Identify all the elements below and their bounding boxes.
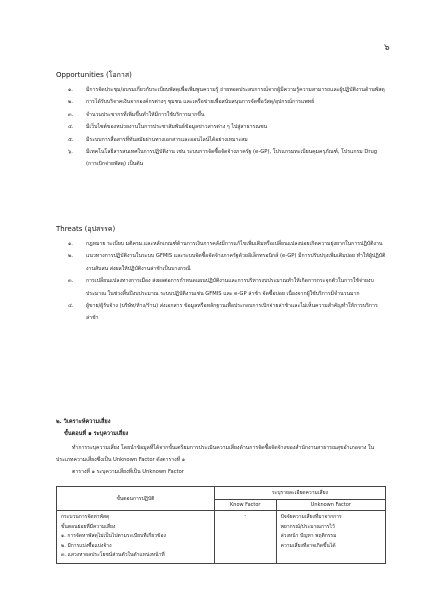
cell-line: ล่วงหน้า ปัญหา พฤติกรรม bbox=[280, 533, 337, 539]
list-item-number: ๔. bbox=[68, 124, 74, 131]
list-item-text: การเปลี่ยนแปลงทางการเมือง ส่งผลต่อการกำหนดแผนปฏิบัติงานและการบริหารงบประมาณทำให้เกิดการกระจุกตัวในการใช้จ่ายงบประมาณ ในช่วงสิ้นปีงบประมาณ ระบบปฏิบัติงานเช่น GFMIS และ e-GP ล่าช้า จัดซื้อบ่อย เนื่องจากผู้ใช้บริการมีจำนวนมาก bbox=[86, 278, 374, 297]
list-item-text: จำนวนประชากรที่เพิ่มขึ้นทำให้มีการใช้บริการมากขึ้น bbox=[86, 111, 205, 118]
cell-line: ๓. แสวงหาผลประโยชน์ส่วนตัวในตำแหน่งหน้าที่ bbox=[61, 552, 165, 558]
table-caption: ตารางที่ ๑ ระบุความเสี่ยงที่เป็น Unknown Factor bbox=[72, 469, 184, 475]
list-item-text: การได้รับบริจาคเงินจากองค์กรต่างๆ ชุมชน และเครือข่ายเพื่อสนับสนุนการจัดซื้อวัสดุ/อุปกรณ์การแพทย์ bbox=[86, 99, 315, 106]
threats-heading: Threats (อุปสรรค) bbox=[56, 225, 116, 233]
list-item-number: ๑. bbox=[68, 87, 73, 93]
list-item-text: กฎหมาย ระเบียบ มติครม.และหลักเกณฑ์ด้านการเงินการคลังมีการแก้ไขเพิ่มเติมหรือเปลี่ยนแปลงบ่อยเกิดความยุ่งยากในการปฏิบัติงาน bbox=[86, 241, 383, 247]
risk-analysis-paragraph: ทำการระบุความเสี่ยง โดยนำข้อมูลที่ได้จากขั้นเตรียมการประเมินความเสี่ยงด้านการจัดซื้อจัดจ้างของสำนักงานสาธารณสุขอำเภอจาง ในประเภทความเสี่ยงซึ่งเป็น Unknown Factor ดังตารางที่ ๑ bbox=[56, 445, 375, 464]
threats-list bbox=[56, 238, 386, 325]
cell-line: กระบวนการจัดหาพัสดุ bbox=[61, 514, 110, 520]
col-step-header: ขั้นตอนการปฏิบัติ bbox=[57, 487, 215, 511]
list-item-text: มีเว็บไซต์ของหน่วยงานในการประชาสัมพันธ์ข้อมูลข่าวสารต่าง ๆ ไปสู่สาธารณชน bbox=[86, 124, 268, 131]
risk-analysis-heading: ๒. วิเคราะห์ความเสี่ยง bbox=[56, 419, 111, 425]
step-one-heading: ขั้นตอนที่ ๑ ระบุความเสี่ยง bbox=[64, 431, 129, 437]
col-known-header: Know Factor bbox=[214, 500, 276, 511]
col-unknown-header: Unknown Factor bbox=[276, 500, 385, 511]
cell-line: พยากรณ์/ประมาณการไว้ bbox=[280, 523, 335, 530]
list-item bbox=[56, 109, 386, 121]
table-header-row bbox=[57, 487, 386, 500]
list-item-number: ๓. bbox=[68, 278, 74, 285]
known-cell: - bbox=[214, 511, 276, 564]
list-item bbox=[56, 121, 386, 133]
step-cell bbox=[57, 511, 215, 564]
opportunities-list bbox=[56, 84, 386, 171]
cell-line: ๒. มีการแบ่งซื้อแบ่งจ้าง bbox=[61, 542, 112, 549]
table-row bbox=[57, 511, 386, 564]
list-item bbox=[56, 250, 386, 275]
list-item-number: ๑. bbox=[68, 241, 73, 247]
cell-line: ขั้นตอนย่อยที่มีความเสี่ยง bbox=[61, 523, 116, 530]
list-item-number: ๒. bbox=[68, 99, 74, 106]
cell-line: ความเสี่ยงที่อาจเกิดขึ้นได้ bbox=[280, 542, 336, 549]
list-item-text: มีเทคโนโลยีสารสนเทศในการปฏิบัติงาน เช่น ระบบการจัดซื้อจัดจ้างภาครัฐ (e-GP), โปรแกรมทะเบียนคุมครุภัณฑ์, โปรแกรม Drug (การเบิกจ่ายพัสดุ) เป็นต้น bbox=[86, 149, 378, 168]
list-item bbox=[56, 84, 386, 96]
list-item-text: ผู้ขาย/ผู้รับจ้าง (บริษัท/ห้าง/ร้าน) ส่งเอกสาร ข้อมูลหรือหลักฐานเพื่อประกอบการเบิกจ่ายล่าช้าและไม่เห็นความสำคัญทำให้การบริการล่าช้า bbox=[86, 303, 378, 322]
list-item-text: มีการจัดประชุม/อบรมเกี่ยวกับระเบียบพัสดุเพื่อเพิ่มพูนความรู้ ถ่ายทอดประสบการณ์จากผู้มีความรู้ความสามารถและผู้ปฏิบัติงานด้านพัสดุ bbox=[86, 87, 385, 93]
list-item-number: ๒. bbox=[68, 253, 74, 260]
list-item-text: แนวทางการปฏิบัติงานในระบบ GFMIS และระบบจัดซื้อจัดจ้างภาครัฐด้วยอิเล็กทรอนิกส์ (e-GP) มีการปรับปรุงเพิ่มเติมบ่อย ทำให้ผู้ปฏิบัติงานสับสน ส่งผลให้ปฏิบัติงานล่าช้าเป็นบางกรณี bbox=[86, 253, 386, 272]
opportunities-heading: Opportunities (โอกาส) bbox=[56, 71, 132, 79]
list-item bbox=[56, 96, 386, 108]
list-item-number: ๖. bbox=[68, 149, 73, 156]
cell-line: ปัจจัยความเสี่ยงที่มาจากการ bbox=[280, 514, 342, 520]
page-number: ๖ bbox=[384, 43, 390, 53]
list-item-number: ๓. bbox=[68, 111, 74, 118]
cell-line: ๑. การจัดหาพัสดุไม่เป็นไปตามระเบียบที่เกี่ยวข้อง bbox=[61, 533, 166, 539]
list-item-text: มีระบบการสื่อสารที่ทันสมัยผ่านทางเอกสารและออนไลน์ได้อย่างเหมาะสม bbox=[86, 136, 248, 143]
list-item bbox=[56, 275, 386, 300]
list-item bbox=[56, 300, 386, 325]
list-item-number: ๔. bbox=[68, 303, 74, 310]
unknown-cell bbox=[276, 511, 385, 564]
list-item bbox=[56, 238, 386, 250]
risk-table bbox=[56, 486, 386, 564]
col-risk-group-header: ระบุรายละเอียดความเสี่ยง bbox=[214, 487, 385, 500]
list-item-number: ๕. bbox=[68, 136, 74, 143]
list-item bbox=[56, 146, 386, 171]
list-item bbox=[56, 134, 386, 146]
